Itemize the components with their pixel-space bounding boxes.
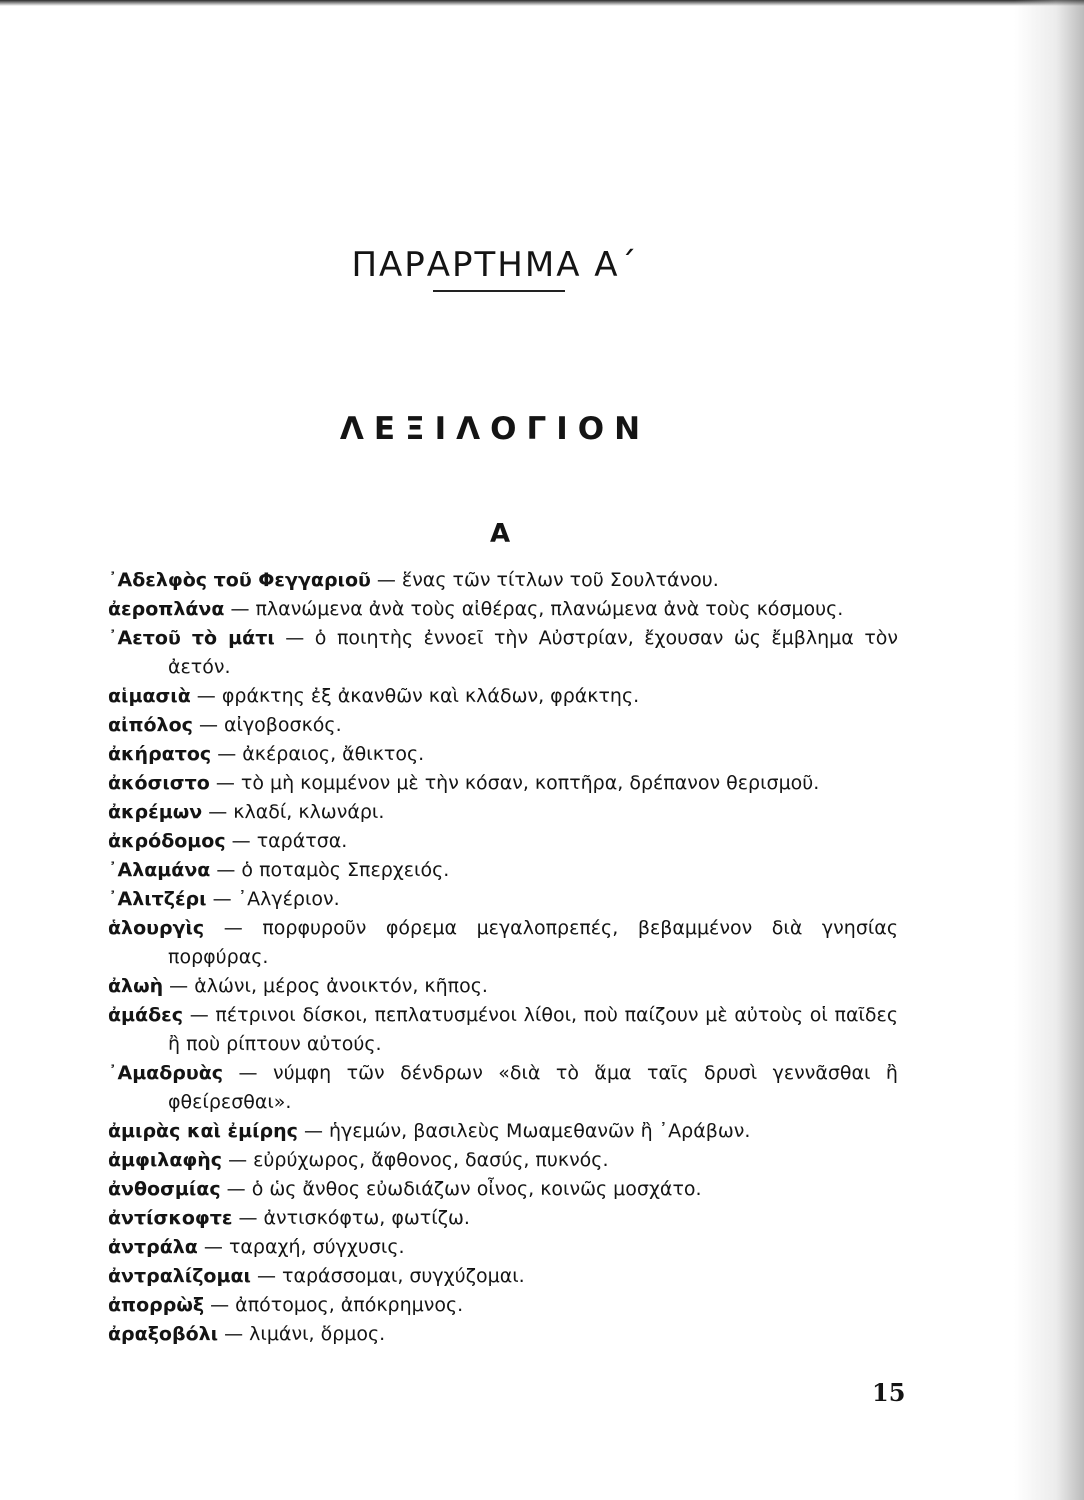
entry-separator: — [196,685,216,707]
entry-separator: — [210,1294,230,1316]
entry-definition: ἀντισκόφτω, φωτίζω. [263,1207,470,1229]
entry-separator: — [223,917,243,939]
entry-definition: φράκτης ἐξ ἀκανθῶν καὶ κλάδων, φράκτης. [221,685,640,707]
entry-term: ἀνθοσμίας [108,1178,221,1200]
entry-term: αἱμασιὰ [108,685,191,707]
entry-definition: ὁ ποιητὴς ἐννοεῖ τὴν Αὐστρίαν, ἔχουσαν ὡς ἔμβλημα τὸν ἀετόν. [168,627,898,678]
entry-separator: — [226,1178,246,1200]
glossary-entry [108,1233,898,1262]
entry-definition: ὁ ποταμὸς Σπερχειός. [241,859,450,881]
entry-term: ἀντράλα [108,1236,198,1258]
entry-term: ἀραξοβόλι [108,1323,219,1345]
entry-definition: ἡγεμών, βασιλεὺς Μωαμεθανῶν ἢ ᾿Αράβων. [328,1120,751,1142]
entry-separator: — [285,627,305,649]
entry-term: ἀκρόδομος [108,830,226,852]
page-edge-shadow [1014,0,1084,1500]
entry-term: αἰπόλος [108,714,193,736]
entry-separator: — [217,743,237,765]
entry-term: ἀκήρατος [108,743,212,765]
entry-term: ᾿Αμαδρυὰς [108,1062,224,1084]
entry-term: ἀμάδες [108,1004,183,1026]
entry-separator: — [238,1207,258,1229]
entry-term: ᾿Αλαμάνα [108,859,211,881]
glossary-entry-list [108,566,898,1349]
entry-separator: — [303,1120,323,1142]
entry-separator: — [198,714,218,736]
entry-definition: πλανώμενα ἀνὰ τοὺς αἰθέρας, πλανώμενα ἀνὰ τοὺς κόσμους. [255,598,844,620]
entry-definition: ὁ ὡς ἄνθος εὐωδιάζων οἶνος, κοινῶς μοσχάτο. [251,1178,702,1200]
glossary-entry [108,1146,898,1175]
entry-separator: — [189,1004,209,1026]
entry-term: ἀεροπλάνα [108,598,225,620]
glossary-entry [108,856,898,885]
entry-separator: — [212,888,232,910]
entry-term: ἀντραλίζομαι [108,1265,251,1287]
entry-separator: — [231,830,251,852]
entry-term: ἀμφιλαφὴς [108,1149,223,1171]
entry-definition: ἕνας τῶν τίτλων τοῦ Σουλτάνου. [401,569,719,591]
entry-definition: κλαδί, κλωνάρι. [233,801,385,823]
glossary-entry [108,711,898,740]
glossary-entry [108,1059,898,1117]
entry-definition: πέτρινοι δίσκοι, πεπλατυσμένοι λίθοι, ποὺ παίζουν μὲ αὐτοὺς οἱ παῖδες ἢ ποὺ ρίπτουν αὐτούς. [168,1004,898,1055]
entry-term: ᾿Αδελφὸς τοῦ Φεγγαριοῦ [108,569,371,591]
glossary-entry [108,740,898,769]
entry-separator: — [256,1265,276,1287]
entry-definition: ταραχή, σύγχυσις. [228,1236,405,1258]
entry-definition: ᾿Αλγέριον. [237,888,340,910]
glossary-entry [108,1291,898,1320]
title-divider [433,290,565,292]
glossary-entry [108,595,898,624]
appendix-title: ΠΑΡΑΡΤΗΜΑ Α΄ [351,244,639,285]
entry-separator: — [208,801,228,823]
entry-separator: — [228,1149,248,1171]
page-number: 15 [872,1378,906,1407]
entry-term: ἀκόσιστο [108,772,210,794]
entry-definition: αἰγοβοσκός. [223,714,342,736]
glossary-entry [108,827,898,856]
glossary-heading: ΛΕΞΙΛΟΓΙΟΝ [339,410,651,447]
entry-definition: πορφυροῦν φόρεμα μεγαλοπρεπές, βεβαμμένον διὰ γνησίας πορφύρας. [168,917,898,968]
entry-definition: τὸ μὴ κομμένον μὲ τὴν κόσαν, κοπτῆρα, δρέπανον θερισμοῦ. [240,772,820,794]
section-letter-heading: Α [489,519,511,549]
entry-separator: — [169,975,189,997]
entry-definition: ταράσσομαι, συγχύζομαι. [282,1265,525,1287]
glossary-entry [108,798,898,827]
glossary-entry [108,885,898,914]
entry-definition: ταράτσα. [256,830,348,852]
entry-term: ἀκρέμων [108,801,203,823]
entry-separator: — [376,569,396,591]
glossary-entry [108,1320,898,1349]
entry-term: ἀντίσκοφτε [108,1207,233,1229]
entry-term: ᾿Αετοῦ τὸ μάτι [108,627,275,649]
entry-definition: εὐρύχωρος, ἄφθονος, δασύς, πυκνός. [253,1149,609,1171]
page-top-edge [0,0,1084,6]
entry-definition: ἀπότομος, ἀπόκρημνος. [235,1294,464,1316]
entry-separator: — [203,1236,223,1258]
entry-term: ἀπορρὼξ [108,1294,205,1316]
entry-term: ᾿Αλιτζέρι [108,888,207,910]
glossary-entry [108,682,898,711]
glossary-entry [108,1175,898,1204]
glossary-entry [108,566,898,595]
glossary-entry [108,1262,898,1291]
entry-term: ἁλουργὶς [108,917,205,939]
entry-definition: ἀκέραιος, ἄθικτος. [242,743,425,765]
glossary-entry [108,914,898,972]
entry-separator: — [238,1062,258,1084]
glossary-entry [108,1001,898,1059]
entry-separator: — [230,598,250,620]
entry-term: ἀμιρὰς καὶ ἐμίρης [108,1120,298,1142]
entry-separator: — [216,859,236,881]
entry-definition: λιμάνι, ὅρμος. [249,1323,386,1345]
glossary-entry [108,972,898,1001]
glossary-entry [108,769,898,798]
entry-definition: νύμφη τῶν δένδρων «διὰ τὸ ἅμα ταῖς δρυσὶ γεννᾶσθαι ἢ φθείρεσθαι». [168,1062,898,1113]
entry-term: ἀλωὴ [108,975,164,997]
entry-separator: — [224,1323,244,1345]
entry-definition: ἁλώνι, μέρος ἀνοικτόν, κῆπος. [194,975,488,997]
glossary-entry [108,1204,898,1233]
entry-separator: — [215,772,235,794]
glossary-entry [108,624,898,682]
glossary-entry [108,1117,898,1146]
